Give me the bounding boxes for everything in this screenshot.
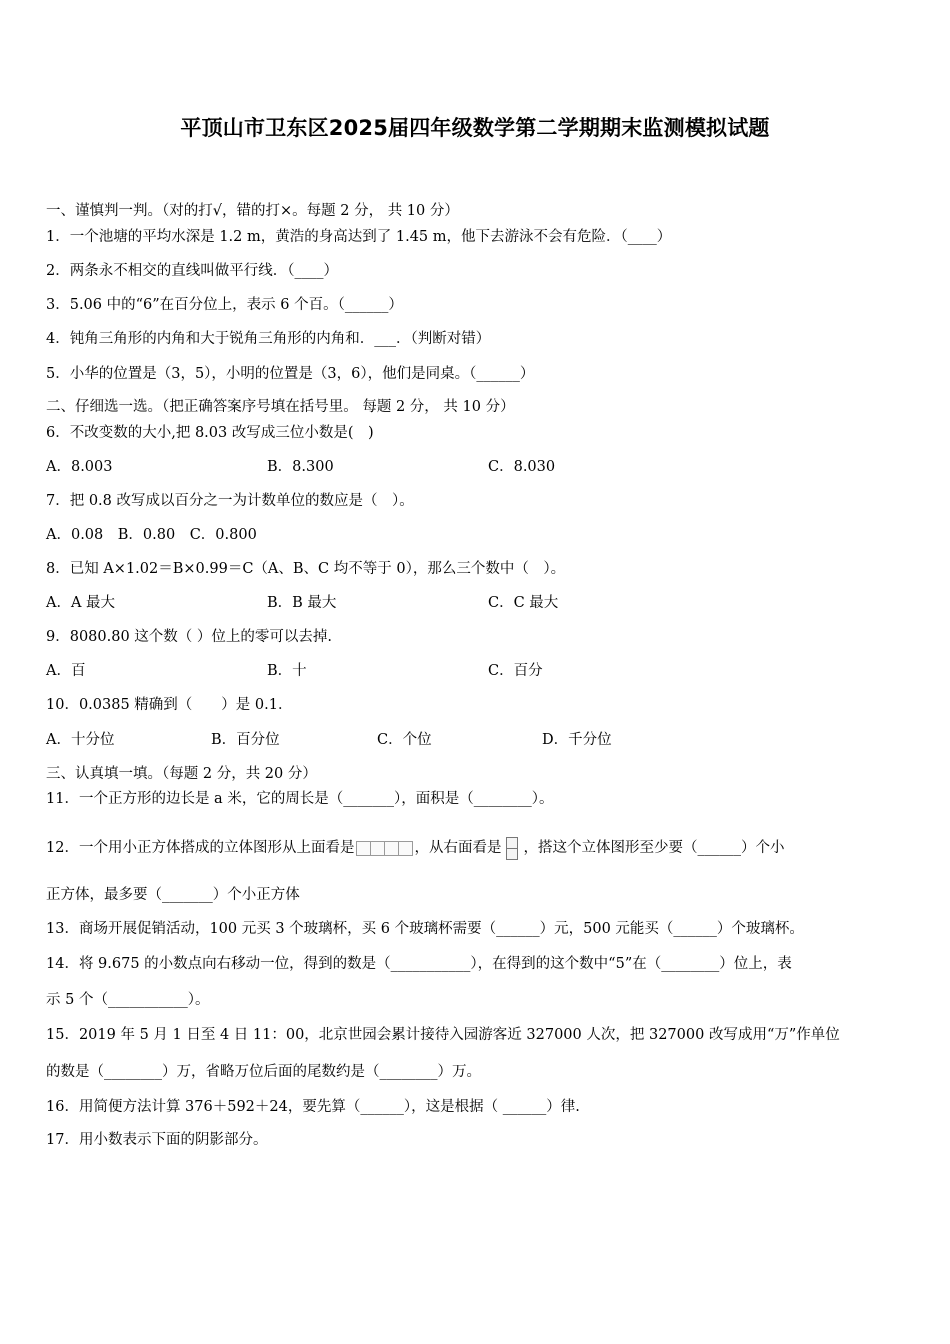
question-12 — [46, 835, 784, 861]
question-1: 1．一个池塘的平均水深是 1.2 m，黄浩的身高达到了 1.45 m，他下去游泳不会有危险．（____） — [46, 229, 672, 245]
question-2: 2．两条永不相交的直线叫做平行线．（____） — [46, 263, 338, 279]
question-15-line2: 的数是（________）万，省略万位后面的尾数约是（________）万。 — [46, 1064, 481, 1080]
top-view-figure — [354, 839, 414, 857]
q9-option-a: A．百 — [46, 663, 86, 679]
q6-option-b: B．8.300 — [267, 459, 334, 475]
question-12-line2: 正方体，最多要（_______）个小正方体 — [46, 887, 300, 903]
q9-option-b: B．十 — [267, 663, 307, 679]
q6-option-c: C．8.030 — [488, 459, 556, 475]
q12-text-2: ，从右面看是 — [414, 840, 502, 856]
q8-option-b: B．B 最大 — [267, 595, 337, 611]
q10-option-a: A．十分位 — [46, 732, 115, 748]
page-title: 平顶山市卫东区2025届四年级数学第二学期期末监测模拟试题 — [180, 116, 770, 140]
q10-option-b: B．百分位 — [211, 732, 280, 748]
question-4: 4．钝角三角形的内角和大于锐角三角形的内角和．___．（判断对错） — [46, 331, 491, 347]
question-11: 11．一个正方形的边长是 a 米，它的周长是（_______），面积是（________）。 — [46, 791, 554, 807]
question-7: 7．把 0.8 改写成以百分之一为计数单位的数应是（ ）。 — [46, 493, 414, 509]
section2-heading: 二、仔细选一选。（把正确答案序号填在括号里。 每题 2 分， 共 10 分） — [46, 399, 515, 415]
q10-option-c: C．个位 — [377, 732, 432, 748]
q10-option-d: D．千分位 — [542, 732, 612, 748]
right-view-figure — [501, 835, 523, 861]
question-6: 6．不改变数的大小,把 8.03 改写成三位小数是( ) — [46, 425, 374, 441]
section1-heading: 一、谨慎判一判。（对的打√，错的打×。每题 2 分， 共 10 分） — [46, 203, 459, 219]
question-8: 8．已知 A×1.02＝B×0.99＝C（A、B、C 均不等于 0），那么三个数中（ ）。 — [46, 561, 566, 577]
q12-text-1: 12．一个用小正方体搭成的立体图形从上面看是 — [46, 840, 355, 856]
question-10: 10．0.0385 精确到（ ）是 0.1． — [46, 697, 293, 713]
q9-option-c: C．百分 — [488, 663, 543, 679]
q12-text-3: ，搭这个立体图形至少要（______）个小 — [523, 840, 785, 856]
question-14-line2: 示 5 个（___________）。 — [46, 992, 210, 1008]
question-14-line1: 14．将 9.675 的小数点向右移动一位，得到的数是（___________），在得到的这个数中“5”在（________）位上，表 — [46, 956, 792, 972]
q6-option-a: A．8.003 — [46, 459, 113, 475]
question-16: 16．用简便方法计算 376＋592＋24，要先算（______），这是根据（ ______）律. — [46, 1099, 580, 1115]
q7-options: A．0.08 B．0.80 C．0.800 — [46, 527, 257, 543]
question-13: 13．商场开展促销活动，100 元买 3 个玻璃杯，买 6 个玻璃杯需要（______）元，500 元能买（______）个玻璃杯。 — [46, 921, 804, 937]
question-9: 9．8080.80 这个数（ ）位上的零可以去掉. — [46, 629, 333, 645]
question-15-line1: 15．2019 年 5 月 1 日至 4 日 11：00，北京世园会累计接待入园游客近 327000 人次，把 327000 改写成用“万”作单位 — [46, 1027, 840, 1043]
question-3: 3．5.06 中的“6”在百分位上，表示 6 个百。（______） — [46, 297, 403, 313]
q8-option-c: C．C 最大 — [488, 595, 559, 611]
question-17: 17．用小数表示下面的阴影部分。 — [46, 1132, 268, 1148]
question-5: 5．小华的位置是（3，5），小明的位置是（3，6），他们是同桌。（______） — [46, 366, 535, 382]
q8-option-a: A．A 最大 — [46, 595, 116, 611]
section3-heading: 三、认真填一填。（每题 2 分，共 20 分） — [46, 766, 317, 782]
